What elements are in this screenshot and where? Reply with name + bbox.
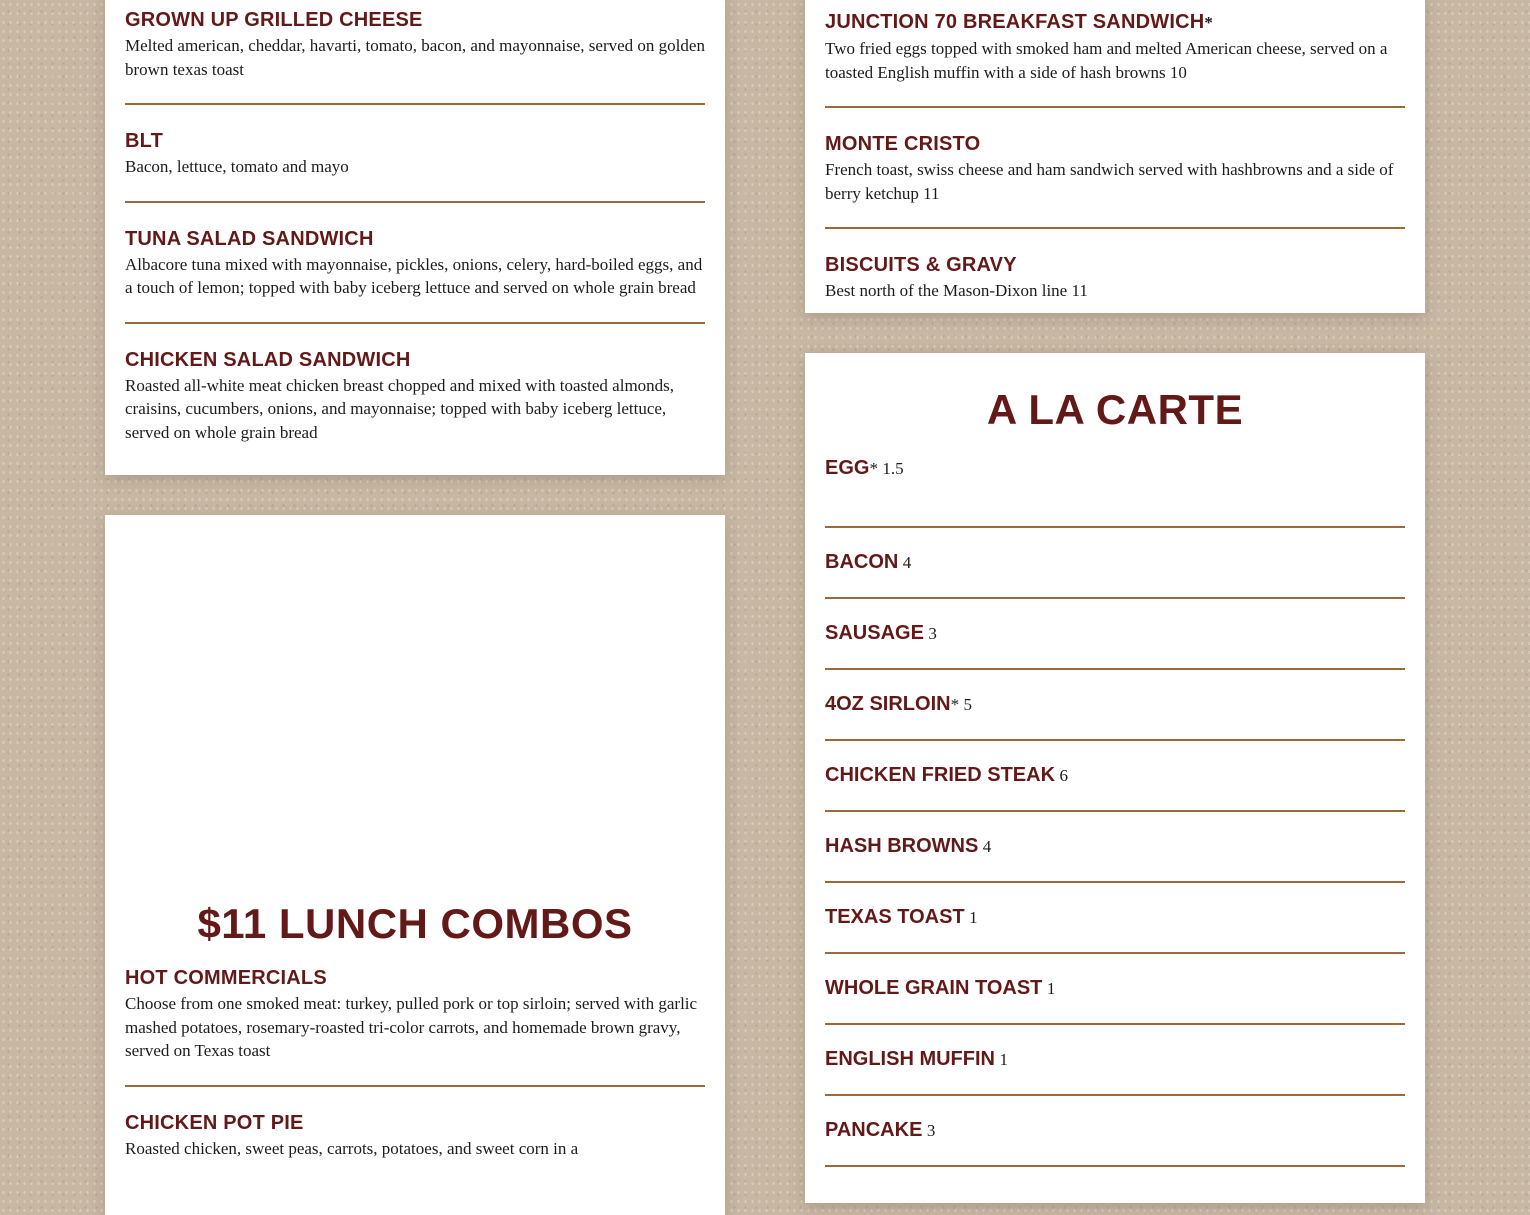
- menu-item: [125, 1111, 705, 1183]
- raw-warning-mark: *: [950, 695, 960, 714]
- menu-item: [125, 348, 705, 467]
- section-title: A LA CARTE: [986, 386, 1244, 433]
- a-la-carte-item: [825, 527, 1405, 599]
- a-la-carte-item: [825, 811, 1405, 883]
- a-la-carte-item-price: 1: [969, 908, 978, 927]
- menu-item-name: [825, 10, 1405, 35]
- a-la-carte-item-name: TEXAS TOAST: [825, 906, 965, 928]
- a-la-carte-line: [825, 1095, 1405, 1144]
- menu-item-name: BISCUITS & GRAVY: [825, 254, 1017, 276]
- a-la-carte-item-price: 1.5: [882, 459, 904, 478]
- menu-item-description: French toast, swiss cheese and ham sandwich served with hashbrowns and a side of berry ketchup 11: [825, 160, 1394, 203]
- menu-item-name-text: JUNCTION 70 BREAKFAST SANDWICH: [825, 11, 1205, 33]
- raw-warning-mark: *: [869, 459, 878, 478]
- a-la-carte-item-name: BACON: [825, 551, 899, 573]
- lunch-sandwiches-card: [105, 0, 725, 475]
- menu-item-name: MONTE CRISTO: [825, 133, 981, 155]
- a-la-carte-item: [825, 1024, 1405, 1096]
- a-la-carte-line: [825, 811, 1405, 860]
- a-la-carte-line: [825, 456, 1405, 482]
- a-la-carte-card: [805, 353, 1425, 1203]
- menu-item-name: HOT COMMERCIALS: [125, 967, 327, 989]
- a-la-carte-item: [825, 456, 1405, 528]
- a-la-carte-line: [825, 740, 1405, 789]
- lunch-combos-card: [105, 515, 725, 1215]
- menu-item: [125, 129, 705, 203]
- a-la-carte-item-price: 4: [902, 553, 912, 572]
- breakfast-card: [805, 0, 1425, 313]
- menu-item-name: BLT: [125, 130, 163, 152]
- menu-item: [825, 253, 1405, 325]
- a-la-carte-item-name: HASH BROWNS: [825, 835, 979, 857]
- a-la-carte-item-price: 3: [926, 1121, 936, 1140]
- a-la-carte-item-price: 5: [963, 695, 973, 714]
- a-la-carte-item-price: 4: [982, 837, 992, 856]
- a-la-carte-line: [825, 669, 1405, 718]
- menu-item-description: Albacore tuna mixed with mayonnaise, pickles, onions, celery, hard-boiled eggs, and a touch of lemon; topped with baby iceberg lettuce and served on whole grain bread: [125, 254, 703, 297]
- menu-item-description: Best north of the Mason-Dixon line 11: [825, 281, 1088, 300]
- a-la-carte-item: [825, 598, 1405, 670]
- a-la-carte-line: [825, 882, 1405, 931]
- menu-item-description: Choose from one smoked meat: turkey, pulled pork or top sirloin; served with garlic mashed potatoes, rosemary-roasted tri-color carrots, and homemade brown gravy, served on Texas toast: [125, 994, 698, 1060]
- menu-item-name: CHICKEN SALAD SANDWICH: [125, 348, 411, 371]
- a-la-carte-list: [825, 456, 1405, 1167]
- a-la-carte-item-name: 4OZ SIRLOIN: [825, 693, 951, 715]
- a-la-carte-item-name: ENGLISH MUFFIN: [825, 1048, 995, 1070]
- menu-item: [825, 132, 1405, 229]
- menu-item-description: Two fried eggs topped with smoked ham and melted American cheese, served on a toasted English muffin with a side of hash browns 10: [825, 39, 1388, 82]
- section-title: $11 LUNCH COMBOS: [197, 900, 633, 947]
- menu-item: [125, 966, 705, 1087]
- a-la-carte-item-name: CHICKEN FRIED STEAK: [825, 764, 1056, 786]
- menu-item-name: GROWN UP GRILLED CHEESE: [125, 9, 423, 31]
- a-la-carte-item: [825, 1095, 1405, 1167]
- a-la-carte-item-name: EGG: [825, 457, 870, 479]
- menu-item-name: TUNA SALAD SANDWICH: [125, 227, 374, 250]
- a-la-carte-item-price: 3: [928, 624, 937, 643]
- a-la-carte-line: [825, 598, 1405, 647]
- menu-item: [125, 227, 705, 324]
- a-la-carte-item: [825, 953, 1405, 1025]
- menu-item: [125, 8, 705, 105]
- menu-item-description: Roasted all-white meat chicken breast chopped and mixed with toasted almonds, craisins, cucumbers, onions, and mayonnaise; topped with baby iceberg lettuce, served on whole grain bread: [125, 375, 675, 442]
- a-la-carte-item: [825, 669, 1405, 741]
- raw-warning-mark: *: [1204, 13, 1214, 32]
- a-la-carte-line: [825, 527, 1405, 576]
- a-la-carte-item-price: 1: [999, 1050, 1008, 1069]
- menu-item-description: Bacon, lettuce, tomato and mayo: [125, 157, 349, 176]
- a-la-carte-item-price: 6: [1059, 766, 1068, 785]
- a-la-carte-item-name: PANCAKE: [825, 1119, 923, 1141]
- menu-item: [825, 10, 1405, 108]
- menu-item-description: Roasted chicken, sweet peas, carrots, potatoes, and sweet corn in a: [125, 1138, 579, 1158]
- a-la-carte-line: [825, 953, 1405, 1002]
- a-la-carte-item: [825, 740, 1405, 812]
- a-la-carte-item-name: SAUSAGE: [825, 622, 924, 644]
- menu-item-description: Melted american, cheddar, havarti, tomato, bacon, and mayonnaise, served on golden brown texas toast: [125, 36, 705, 79]
- a-la-carte-item-name: WHOLE GRAIN TOAST: [825, 977, 1043, 999]
- menu-item-name: CHICKEN POT PIE: [125, 1111, 304, 1134]
- a-la-carte-item-price: 1: [1046, 979, 1056, 998]
- a-la-carte-item: [825, 882, 1405, 954]
- a-la-carte-line: [825, 1024, 1405, 1073]
